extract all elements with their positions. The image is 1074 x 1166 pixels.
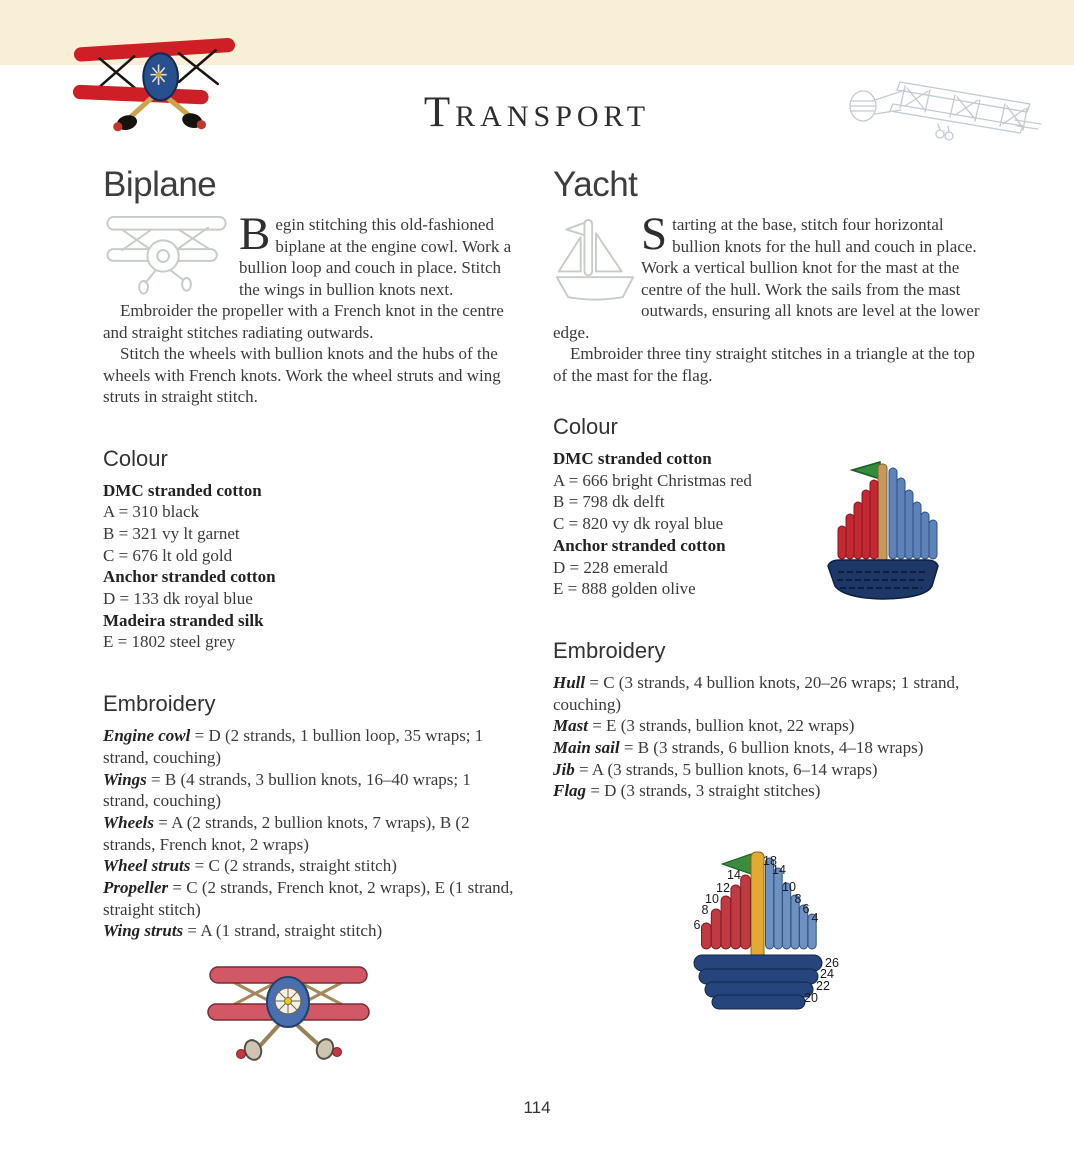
- yacht-outline-icon: [553, 214, 641, 320]
- biplane-paragraph: Stitch the wheels with bullion knots and the hubs of the wheels with French knots. Work the wheel struts and wing struts in straight stitch.: [103, 344, 501, 406]
- thread-brand: Madeira stranded silk: [103, 610, 264, 630]
- biplane-embroidery-heading: Embroidery: [103, 691, 216, 717]
- embroidery-item: Wheels = A (2 strands, 2 bullion knots, 7 wraps), B (2 strands, French knot, 2 wraps): [103, 812, 470, 854]
- biplane-colour-list: [103, 480, 517, 654]
- colour-item: D = 228 emerald: [553, 557, 668, 577]
- embroidery-item: Engine cowl = D (2 strands, 1 bullion loop, 35 wraps; 1 strand, couching): [103, 726, 484, 767]
- colour-item: E = 888 golden olive: [553, 579, 696, 599]
- biplane-embroidery-list: [103, 725, 517, 942]
- yacht-embroidery-heading: Embroidery: [553, 637, 666, 663]
- wrap-count-label: 26: [825, 956, 839, 970]
- colour-item: C = 820 vy dk royal blue: [553, 514, 724, 534]
- chapter-title: Transport: [423, 89, 651, 136]
- colour-item: D = 133 dk royal blue: [103, 589, 253, 609]
- wrap-count-label: 18: [763, 854, 777, 868]
- wrap-count-label: 14: [772, 863, 786, 877]
- wrap-count-label: 8: [794, 892, 802, 906]
- colour-item: B = 798 dk delft: [553, 492, 665, 512]
- wrap-count-label: 4: [811, 911, 819, 925]
- embroidery-item: Wings = B (4 strands, 3 bullion knots, 16–40 wraps; 1 strand, couching): [103, 769, 471, 811]
- biplane-lead-text: egin stitching this old-fashioned biplane at the engine cowl. Work a bullion loop and couch in place. Stitch the wings in bullion knots next.: [239, 215, 512, 299]
- biplane-paragraph: Embroider the propeller with a French knot in the centre and straight stitches radiating outwards.: [103, 301, 504, 342]
- thread-brand: Anchor stranded cotton: [553, 535, 726, 555]
- colour-item: B = 321 vy lt garnet: [103, 523, 240, 543]
- wrap-count-label: 6: [802, 902, 810, 916]
- yacht-colour-heading: Colour: [553, 414, 618, 439]
- yacht-heading: Yacht: [553, 165, 638, 204]
- embroidery-item: Hull = C (3 strands, 4 bullion knots, 20–26 wraps; 1 strand, couching): [553, 672, 960, 714]
- biplane-section: [103, 165, 517, 1067]
- wrap-count-label: 8: [701, 903, 709, 917]
- colour-item: C = 676 lt old gold: [103, 545, 233, 565]
- colour-item: E = 1802 steel grey: [103, 632, 236, 652]
- biplane-outline-icon: [103, 214, 239, 300]
- thread-brand: Anchor stranded cotton: [103, 567, 276, 587]
- yacht-paragraph: Embroider three tiny straight stitches in a triangle at the top of the mast for the flag.: [553, 344, 976, 385]
- embroidered-yacht-image: [822, 452, 944, 609]
- biplane-colour-heading: Colour: [103, 445, 168, 471]
- thread-brand: DMC stranded cotton: [553, 449, 712, 468]
- wrap-count-label: 20: [804, 991, 818, 1005]
- dropcap: B: [239, 208, 271, 260]
- dropcap: S: [641, 208, 668, 260]
- embroidery-item: Main sail = B (3 strands, 6 bullion knots, 4–18 wraps): [553, 738, 924, 758]
- embroidery-item: Mast = E (3 strands, bullion knot, 22 wraps): [553, 716, 855, 736]
- yacht-lead-text: tarting at the base, stitch four horizontal bullion knots for the hull and couch in place. Work a vertical bullion knot for the mast at the centre of the hull. Work the sails from the mast outwards, ensuring all knots are level at the lower edge.: [553, 215, 980, 342]
- embroidery-item: Wheel struts = C (2 strands, straight stitch): [103, 856, 397, 876]
- embroidery-item: Wing struts = A (1 strand, straight stitch): [103, 921, 383, 941]
- wrap-count-label: 14: [727, 868, 741, 882]
- wrap-count-label: 24: [820, 967, 834, 981]
- embroidery-item: Jib = A (3 strands, 5 bullion knots, 6–14 wraps): [553, 759, 878, 779]
- wrap-count-label: 10: [705, 892, 719, 906]
- yacht-wraps-diagram: [688, 843, 863, 1016]
- yacht-embroidery-list: [553, 672, 991, 802]
- yacht-intro: [553, 208, 991, 386]
- biplane-intro: [103, 208, 517, 408]
- page-number: 114: [523, 1098, 551, 1117]
- wrap-count-label: 6: [693, 918, 701, 932]
- colour-item: A = 666 bright Christmas red: [553, 470, 752, 490]
- vintage-biplane-sketch-icon: [845, 64, 1045, 164]
- wrap-count-label: 10: [782, 880, 796, 894]
- colour-item: A = 310 black: [103, 502, 199, 522]
- embroidery-item: Flag = D (3 strands, 3 straight stitches): [553, 781, 821, 801]
- thread-brand: DMC stranded cotton: [103, 480, 262, 500]
- wrap-count-label: 12: [716, 881, 730, 895]
- wrap-count-label: 22: [816, 979, 830, 993]
- embroidery-item: Propeller = C (2 strands, French knot, 2 wraps), E (1 strand, straight stitch): [103, 878, 514, 919]
- biplane-heading: Biplane: [103, 165, 217, 204]
- biplane-colour-illustration: [203, 962, 517, 1067]
